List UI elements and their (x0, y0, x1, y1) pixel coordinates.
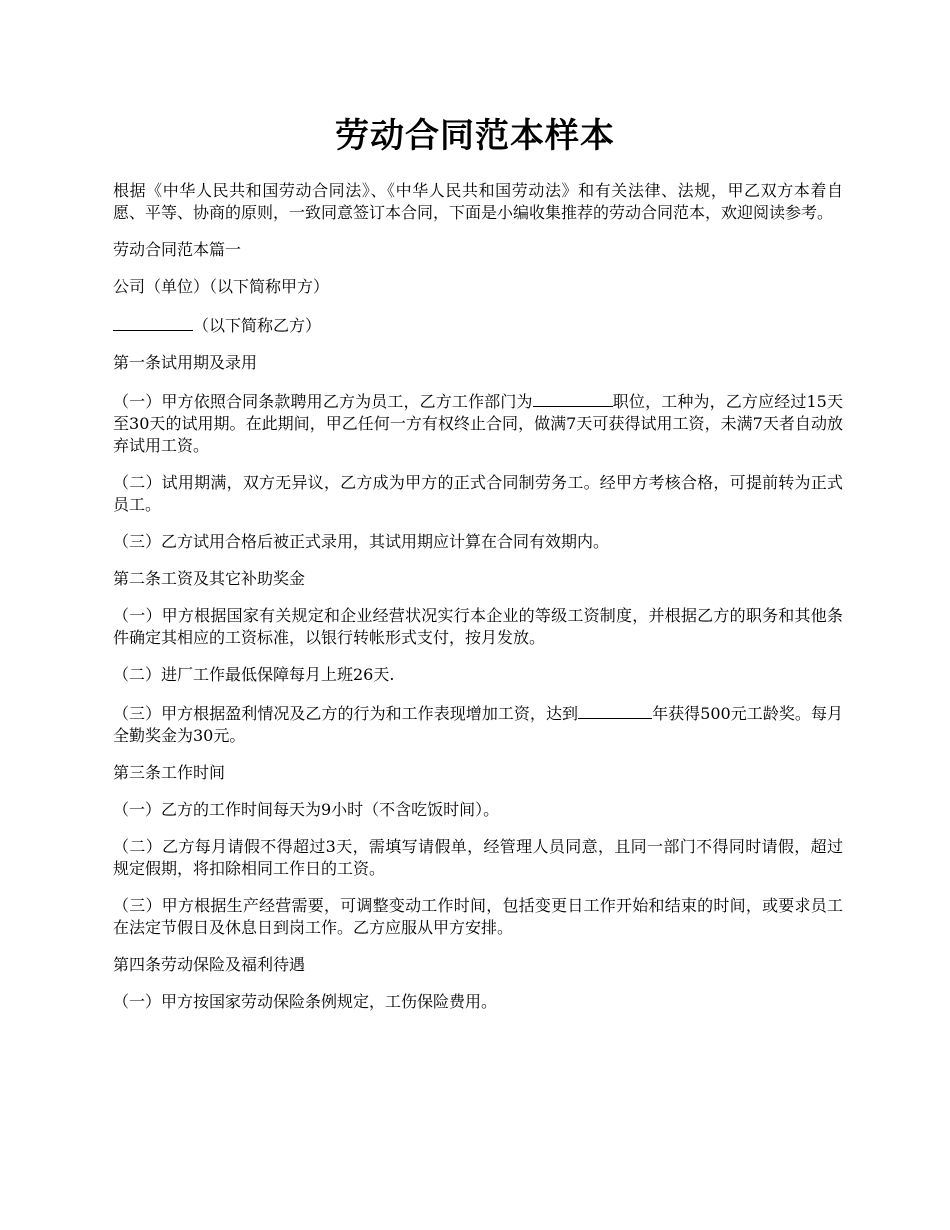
article-3-item-3: （三）甲方根据生产经营需要，可调整变动工作时间，包括变更日工作开始和结束的时间，或要求员工在法定节假日及休息日到岗工作。乙方应服从甲方安排。 (113, 896, 843, 937)
article-2-item-1: （一）甲方根据国家有关规定和企业经营状况实行本企业的等级工资制度，并根据乙方的职务和其他条件确定其相应的工资标准，以银行转帐形式支付，按月发放。 (113, 606, 843, 647)
article-1-item-2: （二）试用期满，双方无异议，乙方成为甲方的正式合同制劳务工。经甲方考核合格，可提前转为正式员工。 (113, 473, 843, 514)
article-2-heading: 第二条工资及其它补助奖金 (113, 569, 306, 588)
article-1-item-1-before: （一）甲方依照合同条款聘用乙方为员工，乙方工作部门为 (113, 392, 533, 411)
fill-in-blank (578, 701, 652, 719)
article-3-item-1: （一）乙方的工作时间每天为9小时（不含吃饭时间）。 (113, 800, 500, 819)
party-a-line: 公司（单位）（以下简称甲方） (113, 277, 330, 296)
article-2-item-3 (113, 701, 843, 747)
fill-in-blank (533, 389, 613, 407)
article-3-item-2: （二）乙方每月请假不得超过3天，需填写请假单，经管理人员同意，且同一部门不得同时请假，超过规定假期，将扣除相同工作日的工资。 (113, 837, 843, 878)
document-body (113, 180, 843, 1028)
article-1-item-1-after: 职位，工种为，乙方应经过15天至30天的试用期。在此期间，甲乙任何一方有权终止合同，做满7天可获得试用工资，未满7天者自动放弃试用工资。 (113, 392, 843, 455)
article-4-heading: 第四条劳动保险及福利待遇 (113, 955, 306, 974)
party-b-line (113, 313, 843, 337)
article-1-item-1 (113, 389, 843, 457)
section-title: 劳动合同范本篇一 (113, 240, 242, 259)
document-title: 劳动合同范本样本 (335, 116, 615, 156)
article-1-item-3: （三）乙方试用合格后被正式录用，其试用期应计算在合同有效期内。 (113, 532, 610, 551)
article-3-heading: 第三条工作时间 (113, 763, 226, 782)
article-1-heading: 第一条试用期及录用 (113, 353, 258, 372)
article-2-item-3-after: 年获得500元工龄奖。每月全勤奖金为30元。 (113, 704, 843, 745)
party-b-label: （以下简称乙方） (193, 316, 322, 335)
article-2-item-2: （二）进厂工作最低保障每月上班26天. (113, 665, 395, 684)
fill-in-blank (113, 313, 193, 331)
article-4-item-1: （一）甲方按国家劳动保险条例规定，工伤保险费用。 (113, 992, 498, 1011)
article-2-item-3-before: （三）甲方根据盈利情况及乙方的行为和工作表现增加工资，达到 (113, 704, 579, 723)
intro-paragraph: 根据《中华人民共和国劳动合同法》、《中华人民共和国劳动法》和有关法律、法规，甲乙双方本着自愿、平等、协商的原则，一致同意签订本合同，下面是小编收集推荐的劳动合同范本，欢迎阅读参考。 (113, 181, 843, 222)
